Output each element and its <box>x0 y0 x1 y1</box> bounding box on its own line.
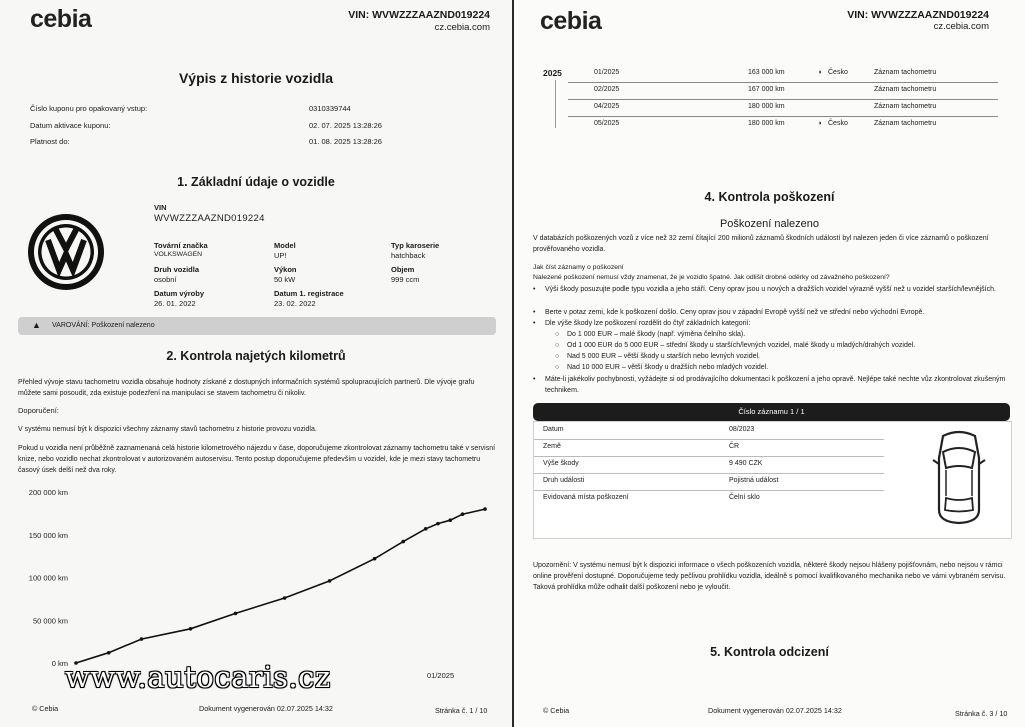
odometer-km: 167 000 km <box>748 86 785 93</box>
odometer-type: Záznam tachometru <box>874 103 937 110</box>
record-value: 9 490 CZK <box>729 460 763 467</box>
recommend-label: Doporučení: <box>18 406 59 415</box>
sub-bullet-item <box>555 362 1010 373</box>
volkswagen-logo <box>26 212 106 292</box>
timeline-line <box>555 80 556 128</box>
odometer-km: 163 000 km <box>748 69 785 76</box>
bullet-text: Máte-li jakékoliv pochybnosti, vyžádejte si od prodávajícího dokumentaci k poškození a jeho opravě. Nejlépe také nechte vůz zkontrolovat zkušeným technikem. <box>545 376 1006 394</box>
how-to-read-heading: Jak číst záznamy o poškození <box>533 264 624 271</box>
bullet-item <box>533 318 1011 329</box>
country-flag-icon: ◗ <box>818 120 823 127</box>
record-label: Datum <box>543 426 564 433</box>
record-value: 08/2023 <box>729 426 755 433</box>
recommend-detail: Pokud u vozidla není průběžně zaznamenaná celá historie kilometrového nájezdu v čase, doporučujeme zkontrolovat záznamy tachometru také v servisní knize, nebo vozidlo nechat zkontrolovat v autorizovaném autoservisu. Tento postup doporučujeme především u vozidel, kde je mezi stavy tachometru časový úsek delší než dva roky. <box>18 445 496 474</box>
mileage-chart <box>0 480 512 680</box>
mileage-point <box>107 651 111 655</box>
vin-value: WVWZZZAAZND019224 <box>154 213 265 224</box>
sub-bullet-text: Nad 10 000 EUR – větší škody u dražších nebo mladých vozidel. <box>567 364 769 371</box>
country-flag-icon: ◗ <box>818 69 823 76</box>
record-label: Druh události <box>543 477 585 484</box>
damage-record-table <box>533 421 1012 539</box>
mileage-point <box>483 507 487 511</box>
field-label: Datum 1. registrace <box>274 289 344 298</box>
mileage-line <box>76 509 485 663</box>
mileage-point <box>448 518 452 522</box>
mileage-point <box>424 527 428 531</box>
field-value: 26. 01. 2022 <box>154 299 196 308</box>
record-label: Země <box>543 443 561 450</box>
bullet-dot: • <box>533 309 536 316</box>
odometer-km: 180 000 km <box>748 120 785 127</box>
odometer-row <box>568 116 998 133</box>
sub-bullet-text: Do 1 000 EUR – malé škody (např. výměna čelního skla). <box>567 331 746 338</box>
record-label: Výše škody <box>543 460 579 467</box>
odometer-row <box>568 99 998 117</box>
field-value: 50 kW <box>274 275 296 284</box>
section-mileage: 2. Kontrola najetých kilometrů <box>166 349 346 363</box>
footer-copyright: © Cebia <box>32 704 59 713</box>
odometer-row <box>568 82 998 100</box>
warning-icon: ▲ <box>32 320 41 330</box>
odometer-type: Záznam tachometru <box>874 69 937 76</box>
bullet-dot: • <box>533 286 536 293</box>
table-row <box>534 456 884 474</box>
watermark: www.autocaris.cz <box>65 660 331 694</box>
coupon-value: 0310339744 <box>309 104 351 113</box>
cebia-logo: cebia <box>30 5 92 33</box>
damage-intro: V databázích poškozených vozů z více než 32 zemí čítající 200 milionů záznamů škodních událostí byl nalezen jeden či více záznamů o poškození prověřovaného vozidla. <box>533 235 989 253</box>
field-value: hatchback <box>391 251 426 260</box>
record-value: Pojistná událost <box>729 477 779 484</box>
field-value: UP! <box>274 251 287 260</box>
footer-page-number: Stránka č. 1 / 10 <box>435 706 488 715</box>
y-tick-label: 0 km <box>51 659 68 668</box>
car-diagram-icon <box>929 428 989 526</box>
field-label: Výkon <box>274 265 297 274</box>
field-label: Model <box>274 241 296 250</box>
mileage-point <box>461 512 465 516</box>
bullet-item <box>533 374 1011 396</box>
mileage-intro: Přehled vývoje stavu tachometru vozidla obsahuje hodnoty získané z dostupných informačních systémů spolupracujících partnerů. Dle vývoje grafu můžete sami posoudit, zda existuje podezření na manipulaci se stavem tachometru či nikoliv. <box>18 379 475 397</box>
field-label: Datum výroby <box>154 289 205 298</box>
damage-warning-banner <box>18 317 496 335</box>
bullet-text: Výši škody posuzujte podle typu vozidla a jeho stáří. Ceny oprav jsou u nových a dražších vozidel výrazně vyšší než u vozidel starších/levnějších. <box>545 286 996 293</box>
odometer-country: Česko <box>828 69 848 76</box>
bullet-item <box>533 284 1011 295</box>
footer-page-number: Stránka č. 3 / 10 <box>955 709 1008 718</box>
footer-copyright: © Cebia <box>543 706 570 715</box>
bullet-circle: ○ <box>555 364 560 371</box>
vin-header: VIN: WVWZZZAAZND019224 <box>348 9 490 21</box>
mileage-point <box>283 596 287 600</box>
y-tick-label: 100 000 km <box>28 573 68 583</box>
record-label: Evidovaná místa poškození <box>543 494 629 501</box>
coupon-label: Datum aktivace kuponu: <box>30 121 111 130</box>
sub-bullet-text: Nad 5 000 EUR – větší škody u starších nebo levných vozidel. <box>567 353 760 360</box>
record-header-bar <box>533 403 1010 421</box>
field-label: Objem <box>391 265 415 274</box>
record-value: ČR <box>729 443 740 450</box>
section-theft: 5. Kontrola odcizení <box>710 645 829 659</box>
mileage-point <box>328 579 332 583</box>
odometer-type: Záznam tachometru <box>874 120 937 127</box>
y-tick-label: 50 000 km <box>32 616 68 626</box>
table-row <box>534 473 884 491</box>
site-link[interactable]: cz.cebia.com <box>933 21 989 32</box>
record-value: Čelní sklo <box>729 494 760 501</box>
report-page-1 <box>0 0 512 727</box>
table-row <box>534 490 884 507</box>
section-basic-info: 1. Základní údaje o vozidle <box>177 175 335 189</box>
mileage-point <box>373 557 377 561</box>
field-value: osobní <box>154 275 177 284</box>
page-title: Výpis z historie vozidla <box>178 70 334 86</box>
table-row <box>534 422 884 440</box>
mileage-point <box>140 637 144 641</box>
y-tick-label: 150 000 km <box>28 530 68 540</box>
coupon-value: 02. 07. 2025 13:28:26 <box>309 121 382 130</box>
mileage-point <box>436 522 440 526</box>
mileage-point <box>234 612 238 616</box>
sub-bullet-item <box>555 340 1010 351</box>
recommend-text: V systému nemusí být k dispozici všechny záznamy stavů tachometru z historie provozu vozidla. <box>18 426 317 433</box>
footer-generated: Dokument vygenerován 02.07.2025 14:32 <box>708 706 842 715</box>
bullet-text: Berte v potaz zemi, kde k poškození došlo. Ceny oprav jsou v západní Evropě vyšší než ve střední nebo východní Evropě. <box>545 309 925 316</box>
sub-bullet-text: Od 1 000 EUR do 5 000 EUR – střední škody u starších/levných vozidel, malé škody u mladých/drahých vozidel. <box>567 342 916 349</box>
odometer-date: 02/2025 <box>594 86 620 93</box>
table-row <box>534 439 884 457</box>
odometer-date: 04/2025 <box>594 103 620 110</box>
section-damage: 4. Kontrola poškození <box>704 190 835 204</box>
coupon-label: Platnost do: <box>30 137 70 146</box>
field-label: Druh vozidla <box>154 265 200 274</box>
field-value: 23. 02. 2022 <box>274 299 316 308</box>
vin-label: VIN <box>154 203 167 212</box>
x-tick-label: 01/2025 <box>427 671 455 680</box>
site-link[interactable]: cz.cebia.com <box>434 22 490 33</box>
odometer-year: 2025 <box>543 68 562 78</box>
damage-note: Upozornění: V systému nemusí být k dispozici informace o všech poškozeních vozidla, některé škody nejsou hlášeny pojišťovnám, nebo nejsou v rámci online prověření dostupné. Doporučujeme tedy pečlivou prohlídku vozidla, ideálně s pomocí kvalifikovaného mechanika nebo ve vámi vybraném servisu. Taková prohlídka může odhalit další poškození nebo je vyloučit. <box>533 562 1006 591</box>
damage-found-heading: Poškození nalezeno <box>719 218 820 230</box>
bullet-item <box>533 307 1011 318</box>
record-number: Číslo záznamu 1 / 1 <box>738 407 805 416</box>
odometer-km: 180 000 km <box>748 103 785 110</box>
cebia-logo: cebia <box>540 7 602 35</box>
bullet-circle: ○ <box>555 331 560 338</box>
how-to-read-intro: Nalezené poškození nemusí vždy znamenat, že je vozidlo špatné. Jak odlišit drobné oděrky od závažného poškození? <box>533 274 890 281</box>
sub-bullet-item <box>555 329 1010 340</box>
coupon-value: 01. 08. 2025 13:28:26 <box>309 137 382 146</box>
odometer-country: Česko <box>828 120 848 127</box>
bullet-circle: ○ <box>555 353 560 360</box>
field-label: Tovární značka <box>154 241 208 250</box>
odometer-date: 01/2025 <box>594 69 620 76</box>
field-value: VOLKSWAGEN <box>154 251 203 258</box>
sub-bullet-item <box>555 351 1010 362</box>
odometer-row <box>568 65 998 83</box>
odometer-type: Záznam tachometru <box>874 86 937 93</box>
bullet-text: Dle výše škody lze poškození rozdělit do čtyř základních kategorií: <box>545 320 751 327</box>
odometer-date: 05/2025 <box>594 120 620 127</box>
y-tick-label: 200 000 km <box>28 488 68 497</box>
footer-generated: Dokument vygenerován 02.07.2025 14:32 <box>199 704 333 713</box>
bullet-circle: ○ <box>555 342 560 349</box>
warning-text: VAROVÁNÍ: Poškození nalezeno <box>52 322 155 329</box>
bullet-dot: • <box>533 320 536 327</box>
mileage-point <box>401 540 405 544</box>
vin-header: VIN: WVWZZZAAZND019224 <box>847 9 989 21</box>
field-value: 999 ccm <box>391 275 420 284</box>
coupon-label: Číslo kuponu pro opakovaný vstup: <box>30 104 148 113</box>
field-label: Typ karoserie <box>391 241 440 250</box>
mileage-point <box>189 627 193 631</box>
bullet-dot: • <box>533 376 536 383</box>
